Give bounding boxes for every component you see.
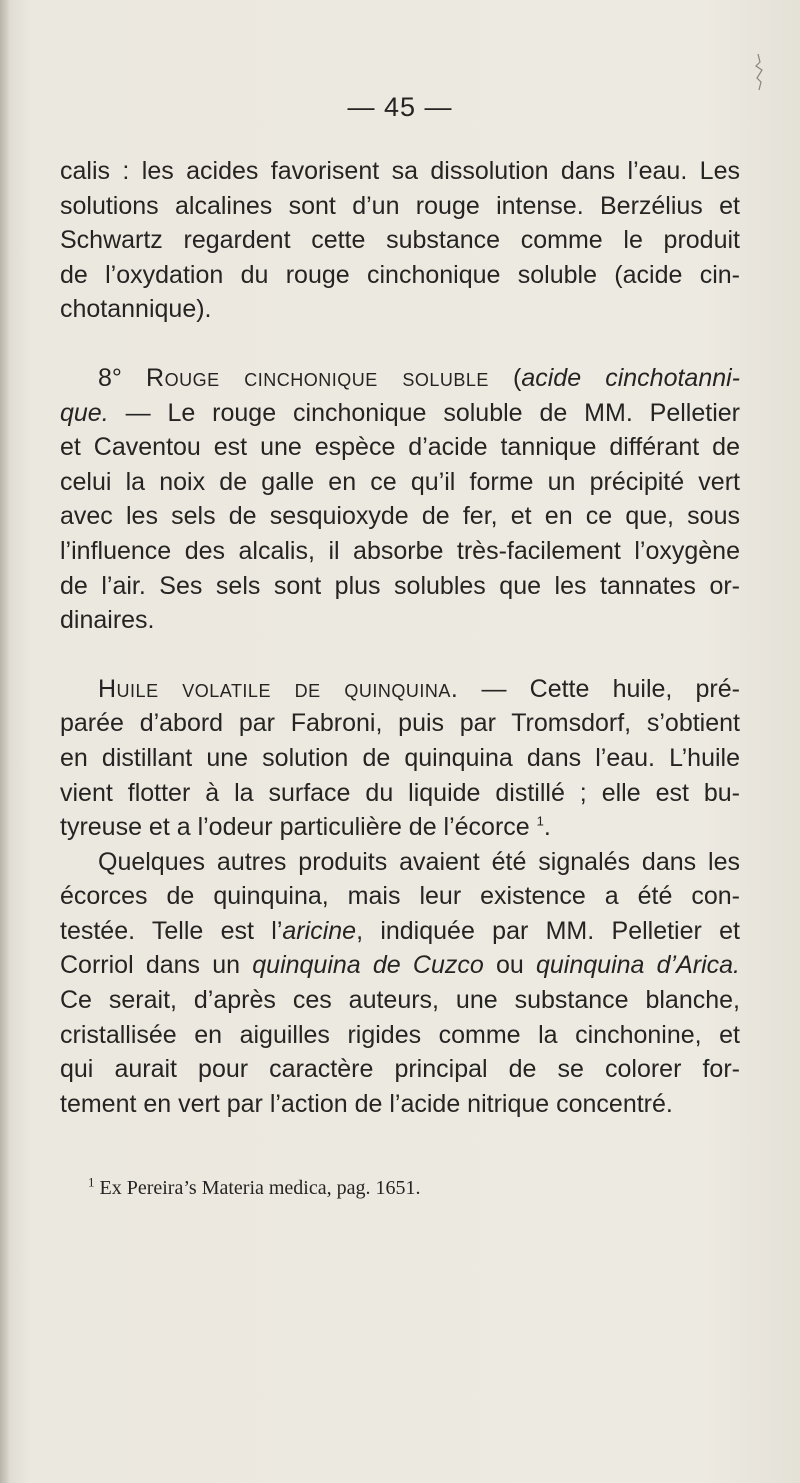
- stain-mark: [748, 52, 770, 92]
- footnote: [88, 1175, 421, 1201]
- italic-word: que.: [60, 398, 109, 427]
- text-line: de l’air. Ses sels sont plus solubles que les tannates or-: [60, 571, 740, 600]
- open-paren: (: [513, 363, 522, 392]
- text-span: — Le rouge cinchonique soluble de MM. Pelletier: [108, 398, 740, 427]
- section-heading-line: [60, 672, 740, 707]
- text-line: [60, 948, 740, 983]
- text-line: parée d’abord par Fabroni, puis par Tromsdorf, s’obtient: [60, 709, 740, 738]
- text-span: Corriol dans un: [60, 951, 253, 980]
- text-line: dinaires.: [60, 606, 155, 635]
- text-line: Ce serait, d’après ces auteurs, une substance blanche,: [60, 986, 740, 1015]
- section-heading-line: [60, 361, 740, 396]
- text-span: ou: [483, 951, 536, 980]
- text-line: [60, 914, 740, 949]
- text-line: [60, 396, 740, 431]
- section-heading: Rouge cinchonique soluble: [146, 363, 489, 392]
- text-line: [60, 810, 740, 845]
- page-number: — 45 —: [347, 92, 453, 122]
- text-line: chotannique).: [60, 295, 212, 324]
- text-line: et Caventou est une espèce d’acide tannique différant de: [60, 433, 740, 462]
- text-line: Quelques autres produits avaient été signalés dans les: [98, 847, 740, 876]
- text-line: tement en vert par l’action de l’acide nitrique concentré.: [60, 1089, 673, 1118]
- text-line: calis : les acides favorisent sa dissolution dans l’eau. Les: [60, 157, 740, 185]
- footnote-marker: 1: [88, 1174, 95, 1190]
- section-number: 8°: [98, 363, 122, 392]
- text-line: Schwartz regardent cette substance comme le produit: [60, 226, 740, 255]
- text-line: solutions alcalines sont d’un rouge intense. Berzélius et: [60, 191, 740, 220]
- text-span: , indiquée par MM. Pelletier et: [356, 916, 740, 945]
- italic-word: aricine: [282, 916, 357, 945]
- italic-phrase: quinquina de Cuzco: [252, 951, 484, 980]
- text-line: en distillant une solution de quinquina dans l’eau. L’huile: [60, 743, 740, 772]
- page-body: [60, 154, 740, 1121]
- italic-phrase: quinquina d’Arica.: [536, 951, 741, 980]
- text-span: tyreuse et a l’odeur particulière de l’écorce: [60, 813, 530, 842]
- page-edge-shadow: [0, 0, 10, 1483]
- text-line: l’influence des alcalis, il absorbe très-facilement l’oxygène: [60, 536, 740, 565]
- text-span: — Cette huile, pré-: [458, 674, 740, 703]
- text-span: .: [543, 813, 551, 842]
- text-line: qui aurait pour caractère principal de se colorer for-: [60, 1055, 740, 1084]
- section-heading-italic: acide cinchotanni-: [521, 363, 741, 392]
- text-line: celui la noix de galle en ce qu’il forme un précipité vert: [60, 467, 740, 496]
- text-line: écorces de quinquina, mais leur existence a été con-: [60, 882, 740, 911]
- text-line: vient flotter à la surface du liquide distillé ; elle est bu-: [60, 778, 740, 807]
- text-span: testée. Telle est l’: [60, 916, 283, 945]
- section-heading: Huile volatile de quinquina.: [98, 674, 459, 703]
- text-line: avec les sels de sesquioxyde de fer, et en ce que, sous: [60, 502, 740, 531]
- text-line: cristallisée en aiguilles rigides comme la cinchonine, et: [60, 1020, 740, 1049]
- footnote-reference: 1: [536, 813, 544, 829]
- text-line: de l’oxydation du rouge cinchonique soluble (acide cin-: [60, 260, 740, 289]
- footnote-text: Ex Pereira’s Materia medica, pag. 1651.: [99, 1177, 421, 1199]
